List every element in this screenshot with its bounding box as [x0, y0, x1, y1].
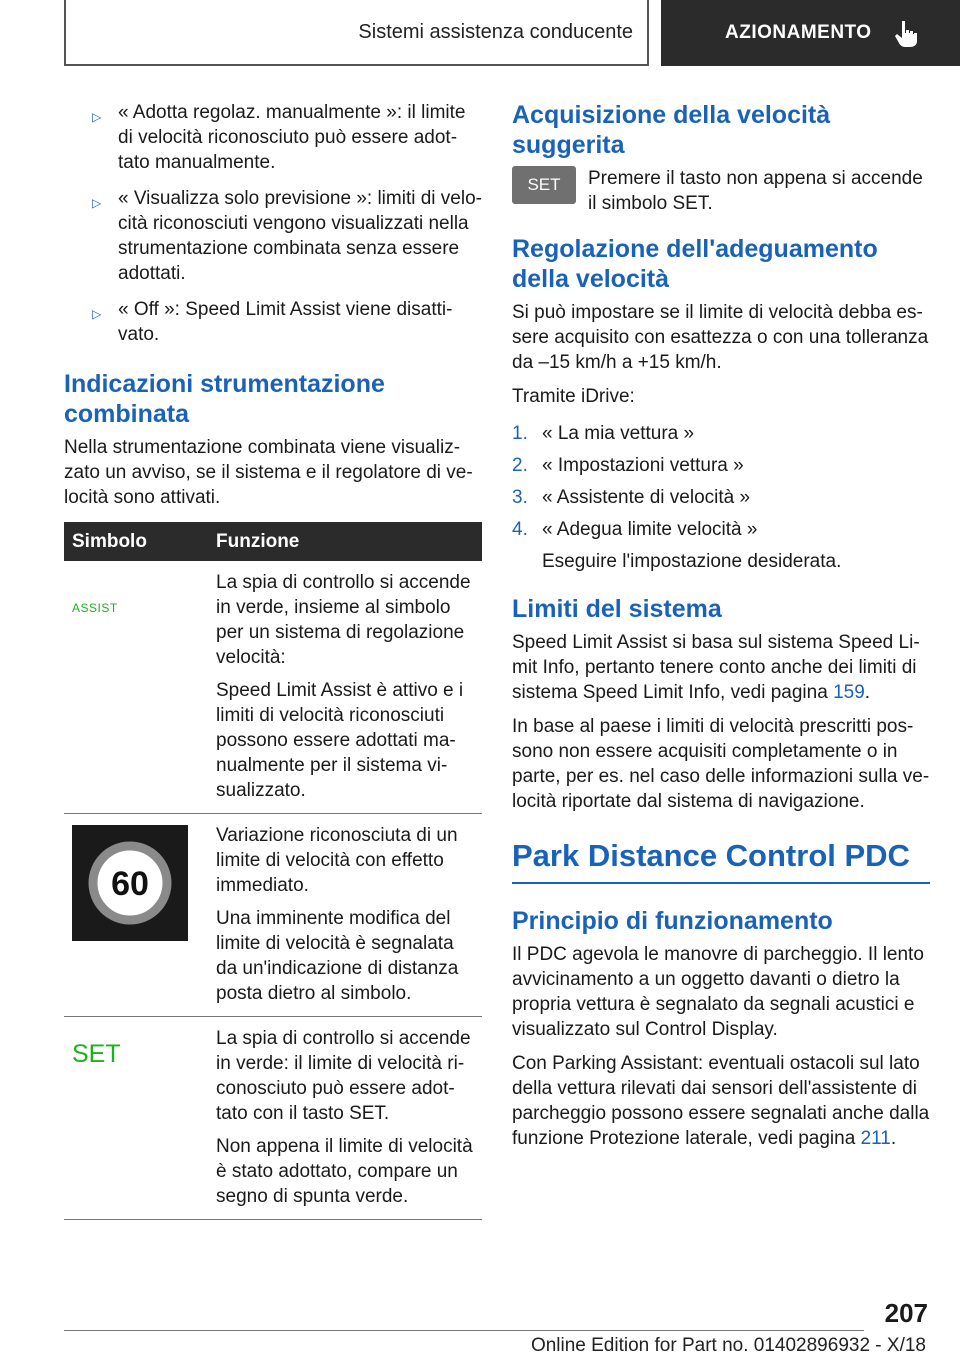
section-heading: Limiti del sistema — [512, 595, 722, 623]
triangle-bullet-icon: ▷ — [92, 196, 102, 210]
step-note: Eseguire l'impostazione desiderata. — [542, 551, 842, 572]
list-item: 1. « La mia vettura » — [512, 423, 695, 444]
table-row: 60 Variazione riconosciuta di un limite di velocità con effetto immediato. Una imminente modifica del limite di velocità è segnalata da un'indicazione di distanza posta dietro al simbolo. — [64, 814, 482, 1017]
paragraph: Il PDC agevola le manovre di parcheggio. Il lento avvicinamento a un oggetto davanti o dietro la propria vettura è segnalato da segnali acustici e visualizzato sul Control Display. — [512, 944, 924, 1040]
list-item: 2. « Impostazioni vettura » — [512, 455, 744, 476]
chapter-title: AZIONAMENTO — [725, 22, 872, 43]
list-item: ▷ « Adotta regolaz. manualmente »: il limite di velocità riconosciuto può essere adottato manualmente. — [92, 102, 466, 173]
paragraph: Speed Limit Assist si basa sul sistema Speed Limit Info, pertanto tenere conto anche dei limiti di sistema Speed Limit Info, vedi pagina 159. — [512, 632, 920, 703]
table-row: ASSIST La spia di controllo si accende in verde, insieme al simbolo per un sistema di regolazione velocità: Speed Limit Assist è attivo e i limiti di velocità riconosciuti possono essere adottati manualmente per il sistema visualizzato. — [64, 561, 482, 814]
footer-edition: Online Edition for Part no. 01402896932 - X/18 — [530, 1335, 926, 1356]
right-column — [512, 100, 930, 1160]
list-item: 3. « Assistente di velocità » — [512, 487, 751, 508]
list-item: 4. « Adegua limite velocità » — [512, 519, 758, 540]
symbol-table — [64, 522, 482, 1220]
paragraph: Con Parking Assistant: eventuali ostacoli sul lato della vettura rilevati dai sensori dell'assistente di parcheggio possono essere segnalati anche dalla funzione Protezione laterale, vedi pagina 211. — [512, 1053, 930, 1149]
triangle-bullet-icon: ▷ — [92, 110, 102, 124]
triangle-bullet-icon: ▷ — [92, 307, 102, 321]
set-indicator-icon: SET — [72, 1040, 121, 1068]
paragraph: Tramite iDrive: — [512, 386, 635, 407]
hand-pointer-icon — [894, 19, 920, 47]
section-header — [64, 0, 649, 66]
page-link[interactable]: 211 — [860, 1128, 891, 1149]
paragraph: In base al paese i limiti di velocità prescritti possono non essere acquisiti completamente o in parte, per es. nel caso delle informazioni sulla velocità riportate dal sistema di navigazione. — [512, 716, 930, 812]
speed-limit-sign-icon — [72, 825, 188, 941]
left-column — [64, 100, 482, 1220]
paragraph: Si può impostare se il limite di velocità debba essere acquisito con esattezza o con una tolleranza da –15 km/h a +15 km/h. — [512, 302, 929, 373]
section-heading: Principio di funzionamento — [512, 907, 833, 935]
table-header-symbol: Simbolo — [64, 522, 208, 561]
section-heading: Acquisizione della velocità suggerita — [512, 101, 831, 159]
step-list — [512, 421, 930, 542]
page-number: 207 — [884, 1298, 928, 1328]
section-heading: Indicazioni strumentazione combinata — [64, 370, 385, 428]
assist-indicator-icon: ASSIST — [72, 601, 118, 615]
section-title: Sistemi assistenza conducente — [358, 20, 633, 43]
list-item: ▷ « Visualizza solo previsione »: limiti di velocità riconosciuti vengono visualizzati nella strumentazione combinata senza essere adottati. — [92, 188, 482, 284]
chapter-heading: Park Distance Control PDC — [512, 836, 930, 884]
footer-divider — [64, 1330, 864, 1331]
table-header-function: Funzione — [208, 522, 482, 561]
page-link[interactable]: 159 — [833, 682, 865, 703]
section-heading: Regolazione dell'adeguamento della velocità — [512, 235, 878, 293]
speed-limit-value: 60 — [111, 865, 149, 903]
list-item: ▷ « Off »: Speed Limit Assist viene disattivato. — [92, 299, 453, 345]
set-button-icon: SET — [512, 166, 576, 204]
chapter-header — [661, 0, 960, 66]
table-row: SET La spia di controllo si accende in verde: il limite di velocità riconosciuto può essere adottato con il tasto SET. Non appena il limite di velocità è stato adottato, compare un segno di spunta verde. — [64, 1017, 482, 1220]
paragraph: Nella strumentazione combinata viene visualizzato un avviso, se il sistema e il regolatore di velocità sono attivati. — [64, 437, 473, 508]
set-instruction: SET Premere il tasto non appena si accende il simbolo SET. — [512, 166, 930, 216]
